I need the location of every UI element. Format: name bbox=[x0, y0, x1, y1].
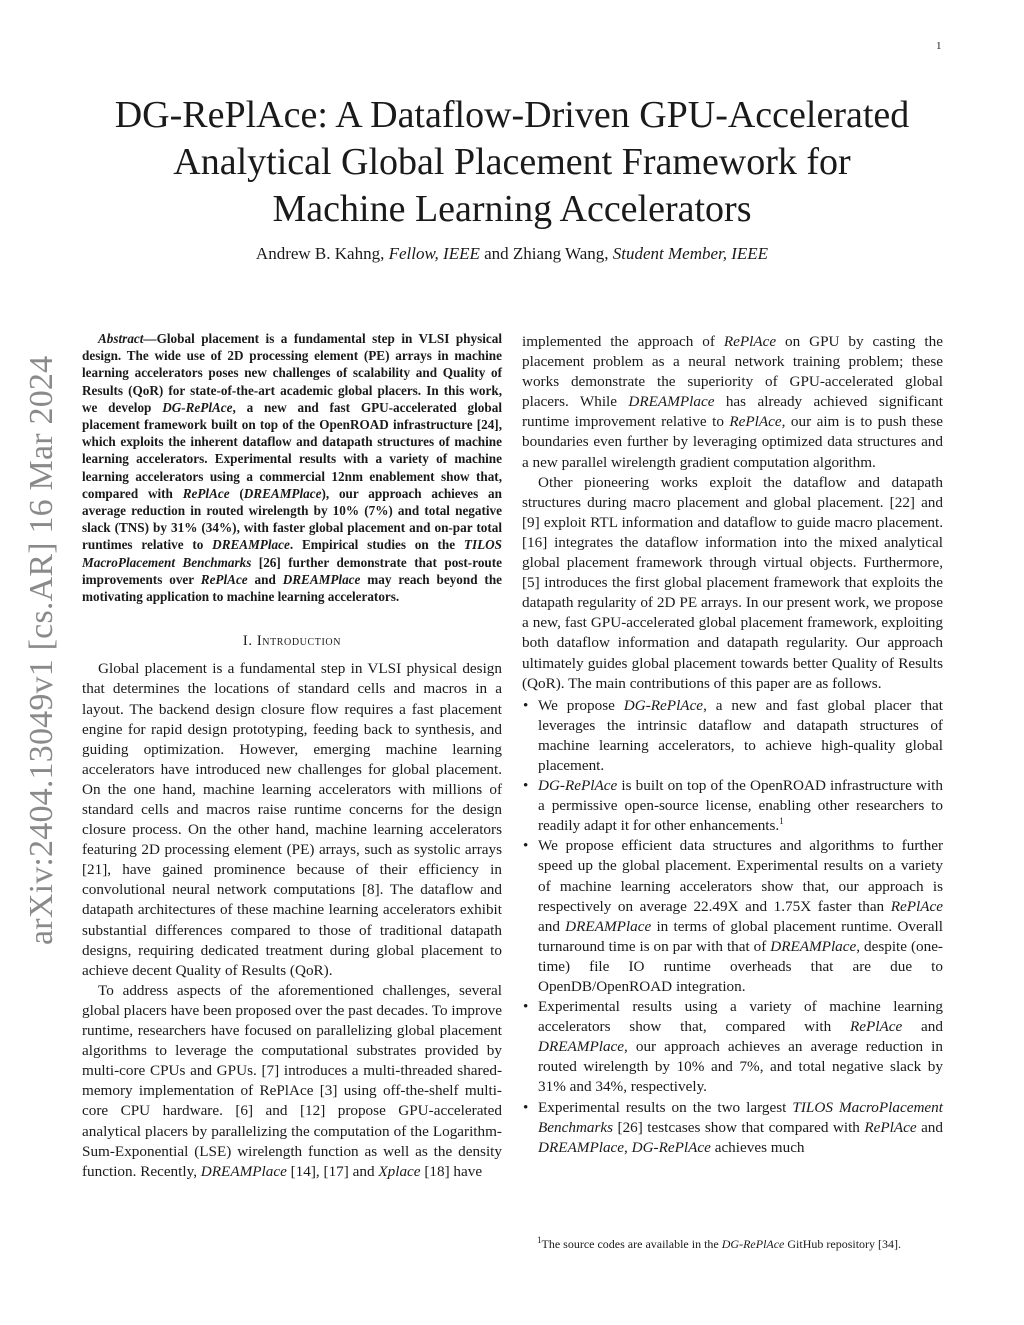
intro-paragraph-3 bbox=[522, 332, 943, 473]
footnote-marker: 1 bbox=[779, 816, 784, 827]
list-text: We propose bbox=[538, 696, 624, 714]
list-text: is built on top of the OpenROAD infrastructure with a permissive open-source license, enabling other researchers to readily adapt it for other enhancements. bbox=[538, 777, 943, 835]
abstract-emph: TILOS MacroPlacement Benchmarks bbox=[82, 537, 502, 570]
abstract-emph: DG-RePlAce bbox=[162, 399, 233, 415]
abstract-text: may reach beyond the motivating application to machine learning accelerators. bbox=[82, 571, 503, 605]
bullet-icon: • bbox=[523, 696, 529, 714]
contributions-list bbox=[522, 696, 943, 1158]
paragraph-text: [18] have bbox=[420, 1162, 483, 1180]
right-column bbox=[522, 332, 943, 1158]
abstract-text: . Empirical studies on the bbox=[289, 537, 464, 553]
bullet-icon: • bbox=[523, 998, 529, 1016]
list-text: Experimental results using a variety of machine learning accelerators show that, compared with bbox=[538, 998, 943, 1036]
list-emph: TILOS MacroPlacement Benchmarks bbox=[538, 1098, 943, 1136]
list-item bbox=[522, 776, 943, 836]
section-heading bbox=[82, 631, 502, 651]
paragraph-text: [14], [17] and bbox=[286, 1162, 379, 1180]
list-emph: RePlAce bbox=[849, 1018, 903, 1036]
title-line-1: DG-RePlAce: A Dataflow-Driven GPU-Accelerated bbox=[114, 94, 910, 136]
list-emph: DG-RePlAce bbox=[538, 777, 618, 795]
footnote-marker: 1 bbox=[537, 1235, 542, 1245]
arxiv-side-label: arXiv:2404.13049v1 [cs.AR] 16 Mar 2024 bbox=[23, 355, 60, 945]
list-emph: DREAMPlace bbox=[538, 1138, 625, 1156]
author-1-role: Fellow, IEEE bbox=[388, 244, 480, 263]
footnote bbox=[537, 1236, 947, 1252]
list-item bbox=[522, 1098, 943, 1158]
list-text: [26] testcases show that compared with bbox=[613, 1118, 865, 1136]
list-text: Experimental results on the two largest bbox=[538, 1098, 793, 1116]
abstract-text: ( bbox=[229, 485, 244, 501]
list-item bbox=[522, 997, 943, 1097]
author-1-name: Andrew B. Kahng, bbox=[255, 244, 385, 263]
list-text: and bbox=[916, 1118, 943, 1136]
intro-paragraph-2 bbox=[82, 981, 502, 1182]
list-emph: DG-RePlAce bbox=[631, 1138, 711, 1156]
list-text: and bbox=[538, 917, 566, 935]
list-emph: DREAMPlace bbox=[538, 1038, 625, 1056]
abstract-text: and bbox=[247, 571, 283, 587]
list-text: We propose efficient data structures and algorithms to further speed up the global placement. Experimental results on a variety of machine learning accelerators show that, our approach is respectively on average 22.49X and 1.75X faster than bbox=[538, 837, 943, 915]
abstract-emph: RePlAce bbox=[182, 485, 230, 501]
abstract-emph: DREAMPlace bbox=[282, 571, 361, 587]
list-text: , our approach achieves an average reduction in routed wirelength by 10% and 7%, and total negative slack by 31% and 34%, respectively. bbox=[538, 1038, 943, 1096]
bullet-icon: • bbox=[523, 1098, 529, 1116]
paragraph-emph: Xplace bbox=[378, 1162, 421, 1180]
bullet-icon: • bbox=[523, 837, 529, 855]
list-text: , despite (one-time) file IO runtime overheads that are due to OpenDB/OpenROAD integration. bbox=[538, 937, 943, 995]
title-line-3: Machine Learning Accelerators bbox=[272, 188, 752, 230]
list-text: achieves much bbox=[710, 1138, 805, 1156]
list-item bbox=[522, 836, 943, 997]
left-column bbox=[82, 330, 502, 1182]
paragraph-text: To address aspects of the aforementioned challenges, several global placers have been proposed over the past decades. To improve runtime, researchers have focused on parallelizing global placement algorithms to leverage the computational substrates provided by multi-core CPUs and GPUs. [7] introduces a multi-threaded shared-memory implementation of RePlAce [3] using off-the-shelf multi-core CPU hardware. [6] and [12] propose GPU-accelerated analytical placers by parallelizing the computation of the Logarithm-Sum-Exponential (LSE) wirelength function as well as the density function. Recently, bbox=[82, 981, 502, 1180]
author-line bbox=[80, 244, 944, 264]
abstract-lead: Abstract— bbox=[98, 331, 157, 346]
footnote-emph: DG-RePlAce bbox=[721, 1237, 785, 1251]
author-2-role: Student Member, IEEE bbox=[612, 244, 769, 263]
bullet-icon: • bbox=[523, 777, 529, 795]
author-conjunction: and bbox=[484, 244, 509, 263]
list-emph: RePlAce bbox=[864, 1118, 917, 1136]
footnote-text: The source codes are available in the bbox=[541, 1237, 722, 1251]
intro-paragraph-1: Global placement is a fundamental step in VLSI physical design that determines the locations of standard cells and macros in a layout. The backend design closure flow requires a fast placement engine for rapid design prototyping, feeding back to synthesis, and guiding optimization. However, emerging machine learning accelerators have introduced new challenges for global placement. On the one hand, machine learning accelerators with millions of standard cells and macros raise runtime concerns for the design closure process. On the other hand, machine learning accelerators featuring 2D processing element (PE) arrays, such as systolic arrays [21], have gained prominence because of their efficiency in convolutional neural network computations [8]. The dataflow and datapath architectures of these machine learning accelerators exhibit substantial differences compared to those of traditional datapath designs, requiring dedicated treatment during global placement to achieve decent Quality of Results (QoR). bbox=[82, 660, 502, 979]
paragraph-emph: RePlAce bbox=[729, 413, 782, 431]
paragraph-emph: RePlAce bbox=[723, 333, 777, 350]
paragraph-text: implemented the approach of bbox=[522, 333, 724, 350]
list-emph: DREAMPlace bbox=[770, 937, 857, 955]
paragraph-emph: DREAMPlace bbox=[628, 393, 715, 411]
section-title: Introduction bbox=[256, 633, 342, 650]
paragraph-text: , our aim is to push these boundaries even further by leveraging optimized data structures and a new parallel wirelength gradient computation algorithm. bbox=[522, 413, 943, 471]
intro-paragraph-4: Other pioneering works exploit the dataflow and datapath structures during macro placement and global placement. [22] and [9] exploit RTL information and dataflow to guide macro placement. [16] integrates the dataflow information into the mixed analytical global placement framework through virtual objects. Furthermore, [5] introduces the first global placement framework that exploits the datapath regularity of 2D PE arrays. In our present work, we propose a new, fast GPU-accelerated global placement framework, exploiting both dataflow information and datapath regularity. Our approach ultimately guides global placement towards better Quality of Results (QoR). The main contributions of this paper are as follows. bbox=[522, 473, 943, 692]
list-text: , bbox=[624, 1138, 632, 1156]
abstract-text: Global placement is a fundamental step in VLSI physical design. The wide use of 2D processing element (PE) arrays in machine learning accelerators poses new challenges of scalability and Quality of Results (QoR) for state-of-the-art academic global placers. In this work, we develop bbox=[82, 331, 502, 415]
title-line-2: Analytical Global Placement Framework for bbox=[173, 141, 851, 183]
author-2-name: Zhiang Wang, bbox=[512, 244, 609, 263]
list-emph: RePlAce bbox=[890, 897, 943, 915]
abstract-text: [26] further demonstrate that post-route improvements over bbox=[82, 554, 502, 587]
list-emph: DG-RePlAce bbox=[623, 696, 704, 714]
footnote-text: GitHub repository [34]. bbox=[784, 1237, 902, 1251]
list-text: in terms of global placement runtime. Overall turnaround time is on par with that of bbox=[538, 917, 943, 955]
abstract bbox=[82, 330, 502, 605]
abstract-text: , a new and fast GPU-accelerated global placement framework built on top of the OpenROAD infrastructure [24], which exploits the inherent dataflow and datapath structures of machine learning accelerators. Experimental results with a variety of machine learning accelerators using a commercial 12nm enablement show that, compared with bbox=[82, 399, 502, 501]
paragraph-text: has already achieved significant runtime improvement relative to bbox=[522, 393, 943, 431]
paper-title bbox=[80, 92, 944, 233]
paragraph-text: on GPU by casting the placement problem as a neural network training problem; these works demonstrate the superiority of GPU-accelerated global placers. While bbox=[522, 333, 943, 411]
abstract-emph: RePlAce bbox=[200, 571, 248, 587]
list-item bbox=[522, 696, 943, 776]
list-text: , a new and fast global placer that leverages the intrinsic dataflow and datapath structures of machine learning accelerators, to achieve high-quality global placement. bbox=[538, 696, 943, 774]
page-number: 1 bbox=[936, 40, 942, 52]
list-emph: DREAMPlace bbox=[565, 917, 652, 935]
list-text: and bbox=[902, 1018, 943, 1036]
paragraph-emph: DREAMPlace bbox=[200, 1162, 287, 1180]
section-numeral: I. bbox=[242, 633, 257, 650]
abstract-text: ), our approach achieves an average reduction in routed wirelength by 10% (7%) and total negative slack (TNS) by 31% (34%), with faster global placement and on-par total runtimes relative to bbox=[82, 485, 502, 553]
abstract-emph: DREAMPlace bbox=[243, 485, 322, 501]
abstract-emph: DREAMPlace bbox=[212, 537, 290, 553]
